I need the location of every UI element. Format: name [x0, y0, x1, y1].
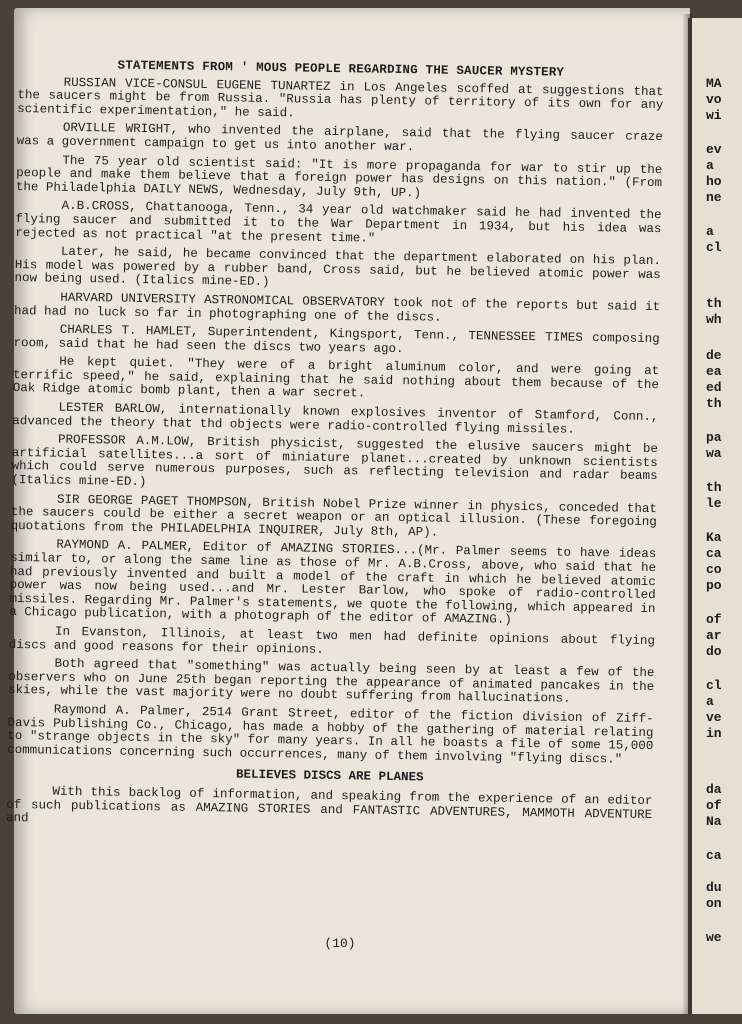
- facing-page-fragment: of: [706, 612, 722, 627]
- facing-page-fragment: wa: [706, 446, 722, 461]
- facing-page-fragment: ed: [706, 380, 722, 395]
- facing-page-fragment: th: [706, 296, 722, 311]
- facing-page-fragment: cl: [706, 240, 722, 255]
- facing-page-fragment: po: [706, 578, 722, 593]
- facing-page-fragment: MA: [706, 76, 722, 91]
- facing-page-fragment: wi: [706, 108, 722, 123]
- facing-page-fragment: th: [706, 396, 722, 411]
- paragraph: RAYMOND A. PALMER, Editor of AMAZING STORIES...(Mr. Palmer seems to have ideas similar to, or along the same line as those of Mr. A.B.Cross, above, who said that he had previously invented and built a model of the craft in which he believed atomic power was now being used...and Mr. Lester Barlow, who spoke of radio-controlled missiles. Regarding Mr. Palmer's statements, we quote the following, which appeared in a Chicago publication, with a photograph of the editor of AMAZING.): [9, 538, 657, 628]
- facing-page-fragment: th: [706, 480, 722, 495]
- paragraph: He kept quiet. "They were of a bright aluminum color, and were going at terrific speed," he said, explaining that he said nothing about them because of the Oak Ridge atomic bomb plant, then a war secret.: [12, 354, 660, 401]
- paragraph: Both agreed that "something" was actually being seen by at least a few of the observers who on June 25th began reporting the appearance of animated pancakes in the skies, while the vast majority were no doubt suffering from hallucinations.: [7, 656, 655, 707]
- facing-page-fragment: ne: [706, 190, 722, 205]
- facing-page-fragment: cl: [706, 678, 722, 693]
- facing-page-edge: [688, 18, 742, 1014]
- paragraph: PROFESSOR A.M.LOW, British physicist, suggested the elusive saucers might be artificial satellites...a sort of miniature planet...created by unknown scientists which could serve numerous purposes, such as reflecting television and radar beams (Italics mine-ED.): [11, 432, 659, 490]
- facing-page-fragment: ca: [706, 546, 722, 561]
- paragraph: ORVILLE WRIGHT, who invented the airplane, said that the flying saucer craze was a government campaign to get us into another war.: [16, 121, 663, 155]
- facing-page-fragment: de: [706, 348, 722, 363]
- paragraph: Later, he said, he became convinced that the department elaborated on his plan. His model was powered by a rubber band, Cross said, but he believed atomic power was now being used. (Italics mine-ED.): [14, 244, 661, 290]
- page-number: (10): [324, 936, 356, 951]
- paragraph: SIR GEORGE PAGET THOMPSON, British Nobel Prize winner in physics, conceded that the saucers could be either a secret weapon or an optical illusion. (These foregoing quotations from the PHILADELPHIA INQUIRER, July 8th, AP).: [10, 492, 658, 540]
- facing-page-fragment: a: [706, 224, 714, 239]
- facing-page-fragment: ev: [706, 142, 722, 157]
- facing-page-fragment: a: [706, 158, 714, 173]
- facing-page-fragment: in: [706, 726, 722, 741]
- paragraph: Raymond A. Palmer, 2514 Grant Street, editor of the fiction division of Ziff-Davis Publishing Co., Chicago, has made a hobby of the gathering of material relating to "strange objects in the sky" for many years. In all he boasts a file of some 15,000 communications concerning such occurrences, many of them involving "flying discs.": [7, 702, 654, 767]
- facing-page-fragment: ca: [706, 848, 722, 863]
- paragraph: RUSSIAN VICE-CONSUL EUGENE TUNARTEZ in Los Angeles scoffed at suggestions that the saucers might be from Russia. "Russia has plenty of territory of its own for any scientific experimentation," he said.: [17, 75, 664, 121]
- facing-page-fragment: pa: [706, 430, 722, 445]
- document-body: [6, 58, 664, 841]
- facing-page-fragment: Ka: [706, 530, 722, 545]
- facing-page-fragment: ve: [706, 710, 722, 725]
- facing-page-fragment: co: [706, 562, 722, 577]
- facing-page-text: [706, 76, 742, 946]
- paragraph: CHARLES T. HAMLET, Superintendent, Kingsport, Tenn., TENNESSEE TIMES composing room, said that he had seen the discs two years ago.: [13, 322, 660, 356]
- facing-page-fragment: do: [706, 644, 722, 659]
- facing-page-fragment: we: [706, 930, 722, 945]
- facing-page-fragment: on: [706, 896, 722, 911]
- paragraph: In Evanston, Illinois, at least two men had definite opinions about flying discs and good reasons for their opinions.: [8, 624, 656, 657]
- facing-page-fragment: ea: [706, 364, 722, 379]
- paragraph: HARVARD UNIVERSITY ASTRONOMICAL OBSERVATORY took not of the reports but said it had had no luck so far in photographing one of the discs.: [13, 290, 661, 325]
- paragraph: The 75 year old scientist said: "It is more propaganda for war to stir up the people and make them believe that a foreign power has designs on this nation." (From the Philadelphia DAILY NEWS, Wednesday, July 9th, UP.): [15, 153, 663, 201]
- facing-page-fragment: Na: [706, 814, 722, 829]
- section-heading: BELIEVES DISCS ARE PLANES: [235, 767, 424, 785]
- facing-page-fragment: ar: [706, 628, 722, 643]
- facing-page-fragment: da: [706, 782, 722, 797]
- facing-page-fragment: ho: [706, 174, 722, 189]
- paragraph: With this backlog of information, and speaking from the experience of an editor of such publications as AMAZING STORIES and FANTASTIC ADVENTURES, MAMMOTH ADVENTURE and: [5, 784, 653, 826]
- facing-page-fragment: le: [706, 496, 722, 511]
- facing-page-fragment: of: [706, 798, 722, 813]
- paragraph: A.B.CROSS, Chattanooga, Tenn., 34 year old watchmaker said he had invented the flying saucer and submitted it to the War Department in 1934, but his idea was rejected as not practical "at the present time.": [15, 199, 662, 246]
- facing-page-fragment: wh: [706, 312, 722, 327]
- facing-page-fragment: vo: [706, 92, 722, 107]
- facing-page-fragment: a: [706, 694, 714, 709]
- paragraph: LESTER BARLOW, internationally known explosives inventor of Stamford, Conn., advanced the theory that thd objects were radio-controlled flying missiles.: [12, 400, 659, 437]
- page-title: STATEMENTS FROM ' MOUS PEOPLE REGARDING THE SAUCER MYSTERY: [117, 58, 565, 80]
- facing-page-fragment: du: [706, 880, 722, 895]
